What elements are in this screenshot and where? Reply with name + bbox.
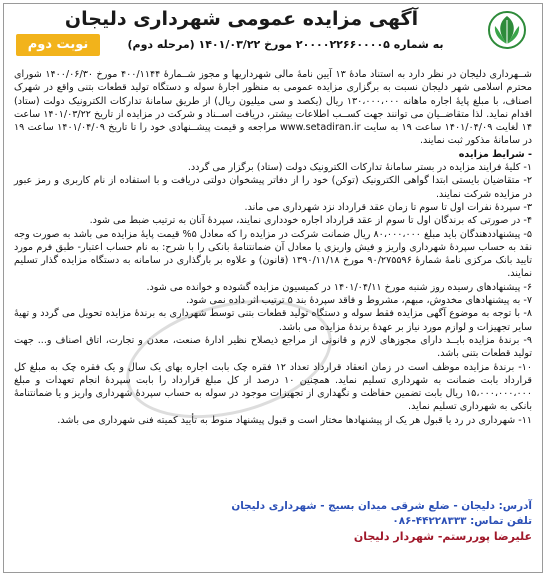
contact-footer bbox=[14, 499, 532, 545]
announcement-body bbox=[14, 68, 532, 427]
condition-item: ۱۰- برندۀ مزایده موظف است در زمان انعقاد قرارداد تعداد ۱۲ فقره چک بابت اجاره بهای یک سال و یک فقره چک به مبلغ کل قرارداد بابت ضمانت به شهرداری تسلیم نماید. همچنین ۱۰ درصد از کل مبلغ قرارداد را بابت سپردۀ انجام تعهدات و مبلغ ۱۵،۰۰۰،۰۰۰،۰۰۰ ریال بابت تضمین حفاظت و نگهداری از تجهیزات موجود در سوله به حساب سپردۀ شهرداری واریز و یا ضمانتنامۀ بانکی به شهرداری تسلیم نماید. bbox=[14, 361, 532, 413]
municipality-logo bbox=[479, 8, 535, 62]
announcement-number: به شماره ۲۰۰۰۰۲۲۶۶۰۰۰۰۵ مورخ ۱۴۰۱/۰۳/۲۲ (مرحله دوم) bbox=[127, 38, 444, 51]
condition-item: ۱- کلیۀ فرایند مزایده در بستر سامانۀ تدارکات الکترونیک دولت (ستاد) برگزار می گردد. bbox=[187, 162, 532, 174]
condition-item: ۸- با توجه به موضوع آگهی مزایده فقط سوله و دستگاه تولید قطعات بتنی توسط شهرداری به برندۀ مزایده تحویل می گردد و تهیۀ سایر تجهیزات و لوازم مورد نیاز بر عهدۀ برندۀ مزایده می باشد. bbox=[14, 308, 532, 333]
condition-item: ۳- سپردۀ نفرات اول تا سوم تا زمان عقد قرارداد نزد شهرداری می ماند. bbox=[244, 201, 532, 213]
conditions-title: - شرایط مزایده bbox=[458, 148, 532, 160]
condition-item: ۱۱- شهرداری در رد یا قبول هر یک از پیشنهادها مختار است و قبول پیشنهاد منوط به تأیید کمیته فنی شهرداری می باشد. bbox=[57, 414, 532, 426]
condition-item: ۴- در صورتی که برندگان اول تا سوم از عقد قرارداد اجاره خودداری نمایند، سپردۀ آنان به ترتیب ضبط می شود. bbox=[89, 215, 532, 227]
announcement-frame bbox=[3, 3, 543, 573]
condition-item: ۷- به پیشنهادهای مخدوش، مبهم، مشروط و فاقد سپردۀ بند ۵ ترتیب اثر داده نمی شود. bbox=[186, 295, 532, 307]
condition-item: ۲- متقاضیان بایستی ابتدا گواهی الکترونیک (توکن) خود را از دفاتر پیشخوان دولتی دریافت و با استفاده از نام کاربری و رمز عبور در مزایده شرکت نمایند. bbox=[14, 175, 532, 200]
header bbox=[4, 4, 541, 66]
round-badge: نوبت دوم bbox=[16, 34, 100, 56]
signature-line: علیرضا پوررستم- شهردار دلیجان bbox=[353, 530, 532, 543]
condition-item: ۹- برندۀ مزایده بایــد دارای مجوزهای لازم و قانونی از مراجع ذیصلاح نظیر ادارۀ صنعت، معدن و تجارت، اتاق اصناف و... جهت تولید قطعات بتنی باشد. bbox=[14, 334, 532, 360]
page-title: آگهی مزایده عمومی شهرداری دلیجان bbox=[64, 8, 419, 30]
intro-paragraph: شــهرداری دلیجان در نظر دارد به استناد مادۀ ۱۳ آیین نامۀ مالی شهرداریها و مجوز شــمارۀ ۴۰۰/۱۱۴۴ مورخ ۱۴۰۰/۰۶/۳۰ شورای محترم اسلامی شهر دلیجان نسبت به برگزاری مزایده عمومی به منظور اجارۀ سوله و دستگاه تولید قطعات بتنی واقع در شهرک اصناف، با مبلغ پایۀ اجاره ماهانه ۱۳۰،۰۰۰،۰۰۰ ریال (یکصد و سی میلیون ریال) از طریق سامانۀ تدارکات الکترونیک دولت (ستاد) اقدام نماید. لذا متقاضــیان می توانند جهت کســب اطلاعات بیشتر، دریافت اســناد و شرکت در مزایده از تاریخ ۱۴۰۱/۰۳/۲۲ ساعت ۱۴ لغایت ۱۴۰۱/۰۴/۰۹ ساعت ۱۹ به سایت www.setadiran.ir مراجعه و قیمت پیشــنهادی خود را تا تاریخ ۱۴۰۱/۰۴/۰۹ ساعت ۱۹ در سامانۀ مذکور ثبت نمایند. bbox=[14, 69, 533, 147]
phone-line: تلفن تماس: ۴۴۲۲۸۳۳۳-۰۸۶ bbox=[392, 514, 532, 527]
address-line: آدرس: دلیجان - ضلع شرقی میدان بسیج - شهرداری دلیجان bbox=[231, 500, 532, 512]
condition-item: ۶- پیشنهادهای رسیده روز شنبه مورخ ۱۴۰۱/۰۴/۱۱ در کمیسیون مزایده گشوده و خوانده می شود. bbox=[146, 281, 532, 293]
condition-item: ۵- پیشنهاددهندگان باید مبلغ ۸۰،۰۰۰،۰۰۰ ریال ضمانت شرکت در مزایده را که معادل ۵% قیمت پایۀ مزایده می باشد به صورت وجه نقد به حساب سپردۀ شهرداری واریز و فیش واریزی یا معادل آن ضمانتنامۀ بانکی را با شرح: به نام حساب اعتبار- طبق فرم مورد تایید بانک مرکزی نامۀ شمارۀ ۹۰/۲۷۵۵۹۶ مورخ ۱۳۹۰/۱۱/۱۸ (قانون) و علاوه بر بارگذاری در سامانه به دستگاه مزایده گذار تسلیم نمایند. bbox=[14, 228, 533, 280]
leaf-logo-icon bbox=[479, 8, 535, 62]
